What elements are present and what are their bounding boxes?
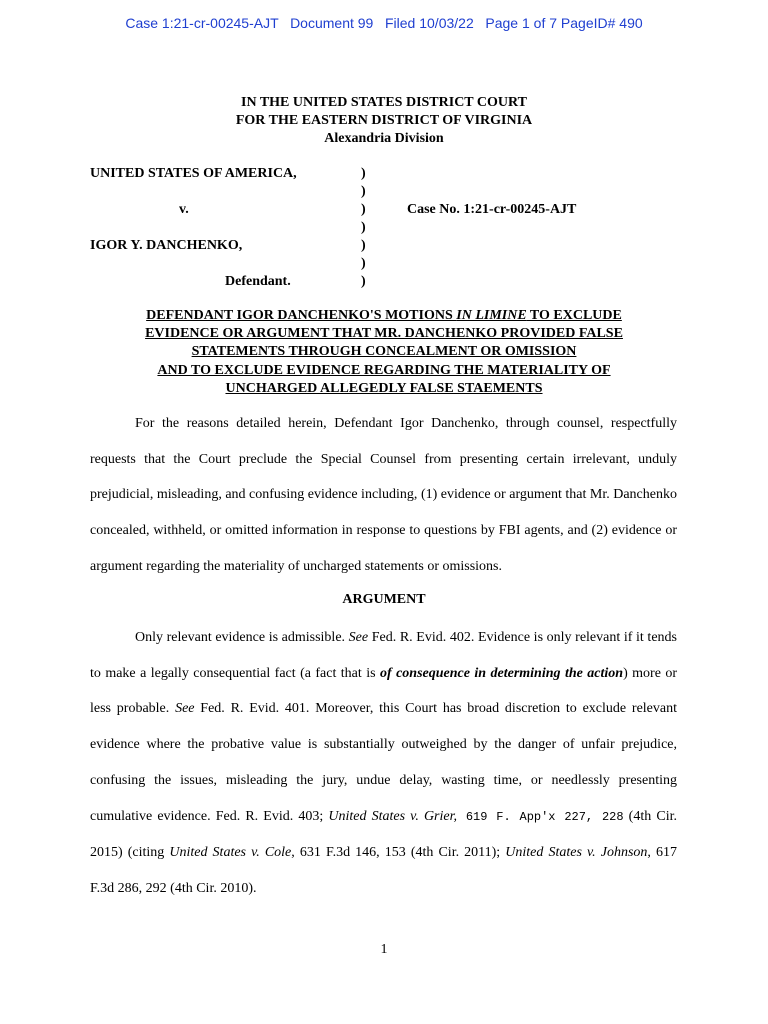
caption-paren: ) (361, 256, 366, 271)
case-name: United States v. Grier, (328, 808, 458, 824)
emphasis-text: of consequence in determining the action (380, 665, 624, 681)
title-line-1a: DEFENDANT IGOR DANCHENKO'S MOTIONS (146, 308, 457, 323)
arg-text: Fed. R. Evid. 402. Evidence is only relevant if it tends to make a legally consequential fact (a fact that is (90, 630, 677, 681)
caption-paren: ) (361, 220, 366, 235)
court-heading (0, 94, 768, 148)
caption-paren: ) (361, 238, 366, 253)
court-line-1: IN THE UNITED STATES DISTRICT COURT (241, 95, 527, 110)
title-line-5: UNCHARGED ALLEGEDLY FALSE STAEMENTS (225, 380, 543, 396)
arg-text: , 631 F.3d 146, 153 (4th Cir. 2011); (291, 845, 506, 861)
citation: 619 F. App'x 227, 228 (457, 809, 624, 824)
title-line-3: STATEMENTS THROUGH CONCEALMENT OR OMISSION (191, 344, 577, 360)
defendant-name: IGOR Y. DANCHENKO, (90, 238, 243, 253)
arg-text: ) more or less probable. (90, 665, 678, 717)
defendant-label: Defendant. (225, 274, 291, 289)
case-name: United States v. Cole (169, 845, 292, 861)
caption-paren: ) (361, 184, 366, 199)
title-line-4: AND TO EXCLUDE EVIDENCE REGARDING THE MATERIALITY OF (157, 362, 611, 378)
arg-text: , 617 F.3d 286, 292 (4th Cir. 2010). (90, 845, 677, 896)
argument-heading: ARGUMENT (342, 592, 426, 607)
case-name: United States v. Johnson (505, 845, 648, 861)
intro-paragraph: For the reasons detailed herein, Defendant Igor Danchenko, through counsel, respectfully requests that the Court preclude the Special Counsel from presenting certain irrelevant, unduly prejudicial, misleading, and confusing evidence including, (1) evidence or argument that Mr. Danchenko concealed, withheld, or omitted information in response to questions by FBI agents, and (2) evidence or argument regarding the materiality of uncharged statements or omissions. (90, 416, 677, 574)
court-division: Alexandria Division (324, 131, 444, 146)
signal-see: See (348, 630, 369, 645)
plaintiff-name: UNITED STATES OF AMERICA, (90, 166, 297, 181)
ecf-header: Case 1:21-cr-00245-AJT Document 99 Filed 10/03/22 Page 1 of 7 PageID# 490 (125, 15, 643, 31)
title-line-2: EVIDENCE OR ARGUMENT THAT MR. DANCHENKO PROVIDED FALSE (145, 326, 623, 342)
title-line-1b: TO EXCLUDE (526, 308, 622, 323)
versus-label: v. (179, 202, 189, 217)
arg-text: Only relevant evidence is admissible. (135, 630, 349, 645)
argument-paragraph (90, 620, 677, 907)
title-in-limine: IN LIMINE (456, 308, 527, 323)
arg-text: Fed. R. Evid. 401. Moreover, this Court has broad discretion to exclude relevant evidence where the probative value is substantially outweighed by the danger of unfair prejudice, confusing the issues, misleading the jury, undue delay, wasting time, or needlessly presenting cumulative evidence. Fed. R. Evid. 403; (90, 701, 677, 824)
arg-text: (4th Cir. 2015) (citing (90, 808, 677, 861)
signal-see: See (175, 701, 195, 717)
caption-paren: ) (361, 274, 366, 289)
motion-title (0, 307, 768, 398)
court-line-2: FOR THE EASTERN DISTRICT OF VIRGINIA (235, 113, 533, 128)
caption-paren: ) (361, 166, 366, 181)
page-number: 1 (380, 942, 388, 957)
case-number: Case No. 1:21-cr-00245-AJT (407, 202, 577, 217)
caption-paren: ) (361, 202, 366, 217)
